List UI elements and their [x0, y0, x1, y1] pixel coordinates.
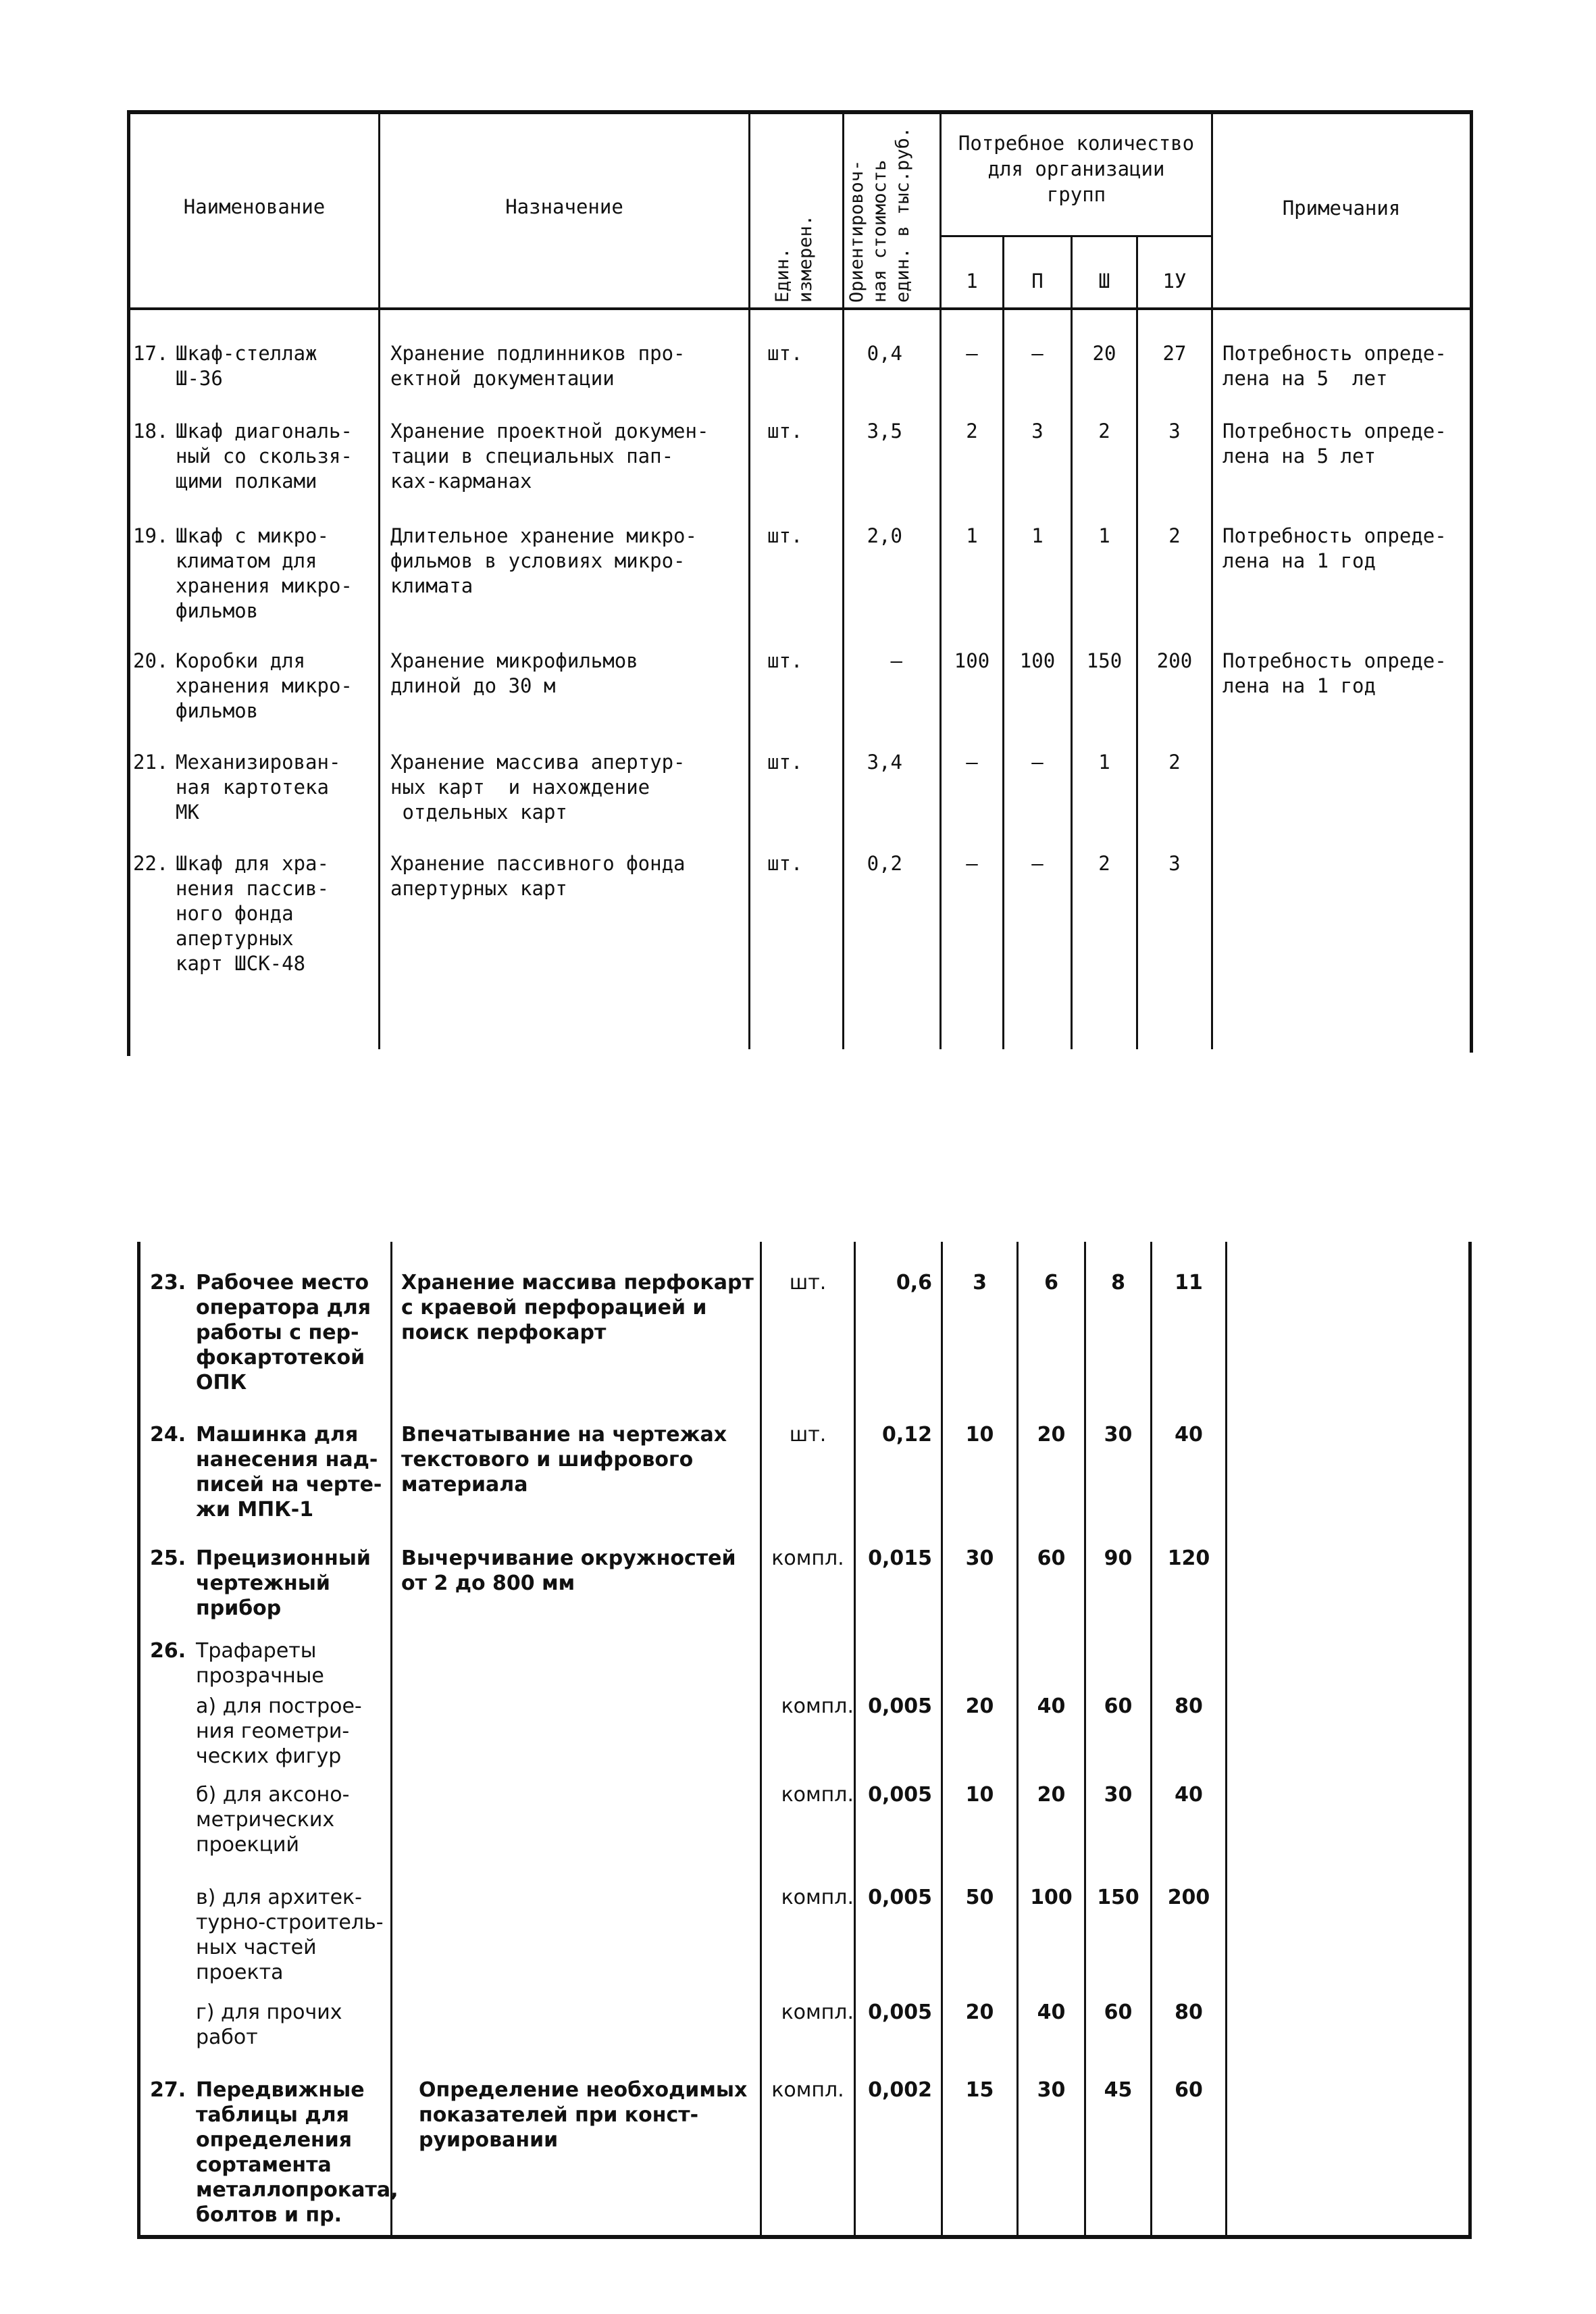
row-name: Шкаф для хра- нения пассив- ного фонда апертурных карт ШСК-48: [176, 852, 329, 975]
header-bottom-border: [128, 307, 1472, 310]
row-group-1: 10: [965, 1423, 994, 1447]
row-note: Потребность опреде- лена на 5 лет: [1222, 420, 1447, 468]
header-group-4: 1У: [1162, 270, 1187, 293]
header-group-2: П: [1031, 270, 1044, 293]
header-name: Наименование: [183, 195, 326, 218]
row-unit: шт.: [789, 1423, 827, 1447]
row-group-4: 200: [1156, 649, 1193, 672]
row-purpose: Впечатывание на чертежах текстового и шифрового материала: [401, 1423, 727, 1496]
row-unit: шт.: [767, 852, 803, 875]
table-left-border: [137, 1242, 140, 2238]
row-group-4: 11: [1175, 1271, 1203, 1294]
col-divider: [939, 110, 942, 1049]
row-group-3: 20: [1092, 342, 1116, 365]
row-cost: 3,5: [867, 420, 902, 443]
row-note: Потребность опреде- лена на 1 год: [1222, 524, 1447, 572]
row-group-1: 15: [965, 2078, 994, 2102]
row-number: 19.: [133, 524, 169, 547]
row-name: б) для аксоно- метрических проекций: [196, 1783, 350, 1857]
col-divider: [748, 110, 750, 1049]
row-number: 18.: [133, 420, 169, 443]
row-unit: компл.: [771, 2078, 844, 2102]
row-cost: 3,4: [867, 751, 902, 774]
group-subheader-line: [941, 235, 1211, 237]
table-bottom-border: [137, 2235, 1472, 2239]
row-cost: 0,4: [867, 342, 902, 365]
row-purpose: Определение необходимых показателей при конст- руировании: [419, 2078, 748, 2152]
row-cost: 0,005: [868, 1694, 932, 1718]
row-cost: 0,6: [896, 1271, 932, 1294]
col-divider: [854, 1242, 856, 2238]
row-name: в) для архитек- турно-строитель- ных частей проекта: [196, 1886, 384, 1984]
row-group-1: 100: [954, 649, 990, 672]
header-unit: Един. измерен.: [772, 214, 816, 303]
row-group-2: 3: [1031, 420, 1044, 443]
row-name: Прецизионный чертежный прибор: [196, 1546, 371, 1620]
header-group-3: Ш: [1098, 270, 1110, 293]
row-name: Передвижные таблицы для определения сортамента металлопроката, болтов и пр.: [196, 2078, 398, 2227]
row-cost: 0,12: [881, 1423, 932, 1447]
row-group-4: 60: [1175, 2078, 1203, 2102]
row-group-4: 80: [1175, 1694, 1203, 1718]
row-group-2: –: [1031, 852, 1044, 875]
row-cost: 0,005: [868, 1783, 932, 1807]
row-group-4: 40: [1175, 1423, 1203, 1447]
row-unit: компл.: [781, 1694, 854, 1718]
row-group-4: 2: [1168, 751, 1181, 774]
row-purpose: Хранение пассивного фонда апертурных карт: [390, 852, 686, 900]
row-number: 26.: [150, 1639, 186, 1663]
row-unit: компл.: [771, 1546, 844, 1570]
row-group-4: 3: [1168, 852, 1181, 875]
col-divider: [378, 110, 380, 1049]
row-unit: шт.: [789, 1271, 827, 1294]
row-group-2: 100: [1030, 1886, 1073, 1909]
row-group-4: 3: [1168, 420, 1181, 443]
row-purpose: Длительное хранение микро- фильмов в условиях микро- климата: [390, 524, 697, 597]
row-group-1: –: [966, 852, 978, 875]
row-group-2: 40: [1037, 2001, 1066, 2024]
row-group-2: 1: [1031, 524, 1044, 547]
row-name: Рабочее место оператора для работы с пер- фокартотекой ОПК: [196, 1271, 371, 1394]
col-divider: [842, 110, 844, 1049]
table-right-border: [1470, 110, 1473, 1053]
row-group-3: 90: [1104, 1546, 1133, 1570]
row-name: Машинка для нанесения над- писей на черте- жи МПК-1: [196, 1423, 382, 1521]
row-group-1: 30: [965, 1546, 994, 1570]
row-cost: 0,005: [868, 1886, 932, 1909]
row-group-3: 150: [1097, 1886, 1139, 1909]
row-purpose: Хранение подлинников про- ектной документации: [390, 342, 686, 390]
table-left-border: [127, 110, 130, 1056]
row-cost: 0,002: [868, 2078, 932, 2102]
row-unit: шт.: [767, 751, 803, 774]
row-name: Шкаф диагональ- ный со скользя- щими полками: [176, 420, 353, 493]
row-group-2: 30: [1037, 2078, 1066, 2102]
row-group-1: 3: [973, 1271, 987, 1294]
row-group-3: 30: [1104, 1423, 1133, 1447]
row-number: 25.: [150, 1546, 186, 1570]
row-group-2: –: [1031, 751, 1044, 774]
table-right-border: [1468, 1242, 1472, 2238]
row-group-3: 60: [1104, 1694, 1133, 1718]
row-name: Шкаф с микро- климатом для хранения микро- фильмов: [176, 524, 353, 622]
row-group-3: 2: [1098, 420, 1110, 443]
row-purpose: Хранение массива перфокарт с краевой перфорацией и поиск перфокарт: [401, 1271, 754, 1344]
row-number: 24.: [150, 1423, 186, 1447]
row-name: г) для прочих работ: [196, 2001, 342, 2049]
row-group-3: 1: [1098, 751, 1110, 774]
row-group-1: –: [966, 342, 978, 365]
row-number: 23.: [150, 1271, 186, 1294]
row-note: Потребность опреде- лена на 1 год: [1222, 649, 1447, 697]
row-group-1: 10: [965, 1783, 994, 1807]
row-group-4: 2: [1168, 524, 1181, 547]
row-unit: компл.: [781, 1783, 854, 1807]
row-group-4: 120: [1167, 1546, 1210, 1570]
row-group-3: 1: [1098, 524, 1110, 547]
row-number: 17.: [133, 342, 169, 365]
row-cost: 2,0: [867, 524, 902, 547]
row-group-3: 2: [1098, 852, 1110, 875]
row-cost: 0,015: [868, 1546, 932, 1570]
row-purpose: Вычерчивание окружностей от 2 до 800 мм: [401, 1546, 736, 1595]
row-cost: 0,005: [868, 2001, 932, 2024]
row-unit: шт.: [767, 524, 803, 547]
row-unit: компл.: [781, 2001, 854, 2024]
row-group-4: 80: [1175, 2001, 1203, 2024]
row-group-2: –: [1031, 342, 1044, 365]
row-name: Коробки для хранения микро- фильмов: [176, 649, 353, 722]
row-group-3: 60: [1104, 2001, 1133, 2024]
row-group-2: 6: [1044, 1271, 1058, 1294]
row-purpose: Хранение микрофильмов длиной до 30 м: [390, 649, 638, 697]
row-group-3: 45: [1104, 2078, 1133, 2102]
row-cost: –: [890, 649, 902, 672]
row-name: Шкаф-стеллаж Ш-36: [176, 342, 317, 390]
row-name: Трафареты прозрачные: [196, 1639, 324, 1688]
row-group-2: 20: [1037, 1783, 1066, 1807]
row-group-4: 27: [1162, 342, 1187, 365]
header-need: Потребное количество для организации групп: [958, 132, 1195, 206]
row-group-3: 150: [1086, 649, 1123, 672]
header-purpose: Назначение: [505, 195, 623, 218]
row-group-1: 20: [965, 1694, 994, 1718]
row-name: Механизирован- ная картотека МК: [176, 751, 341, 824]
row-group-4: 200: [1167, 1886, 1210, 1909]
row-group-1: 2: [966, 420, 978, 443]
row-group-1: –: [966, 751, 978, 774]
row-number: 20.: [133, 649, 169, 672]
col-divider: [1225, 1242, 1227, 2238]
row-group-3: 30: [1104, 1783, 1133, 1807]
row-number: 21.: [133, 751, 169, 774]
header-group-1: 1: [966, 270, 978, 293]
header-notes: Примечания: [1282, 197, 1401, 220]
row-number: 27.: [150, 2078, 186, 2102]
row-group-2: 60: [1037, 1546, 1066, 1570]
row-purpose: Хранение массива апертур- ных карт и нахождение отдельных карт: [390, 751, 686, 824]
row-purpose: Хранение проектной докумен- тации в специальных пап- ках-карманах: [390, 420, 709, 493]
row-name: а) для построе- ния геометри- ческих фигур: [196, 1694, 362, 1768]
header-cost: Ориентировоч- ная стоимость един. в тыс.руб.: [846, 126, 913, 303]
row-group-4: 40: [1175, 1783, 1203, 1807]
row-unit: шт.: [767, 420, 803, 443]
row-cost: 0,2: [867, 852, 902, 875]
row-group-2: 100: [1019, 649, 1056, 672]
row-group-2: 20: [1037, 1423, 1066, 1447]
col-divider: [1211, 110, 1213, 1049]
row-group-1: 20: [965, 2001, 994, 2024]
row-unit: шт.: [767, 342, 803, 365]
row-unit: компл.: [781, 1886, 854, 1909]
row-unit: шт.: [767, 649, 803, 672]
row-group-1: 50: [965, 1886, 994, 1909]
row-group-3: 8: [1111, 1271, 1125, 1294]
row-group-2: 40: [1037, 1694, 1066, 1718]
row-number: 22.: [133, 852, 169, 875]
row-group-1: 1: [966, 524, 978, 547]
row-note: Потребность опреде- лена на 5 лет: [1222, 342, 1447, 390]
